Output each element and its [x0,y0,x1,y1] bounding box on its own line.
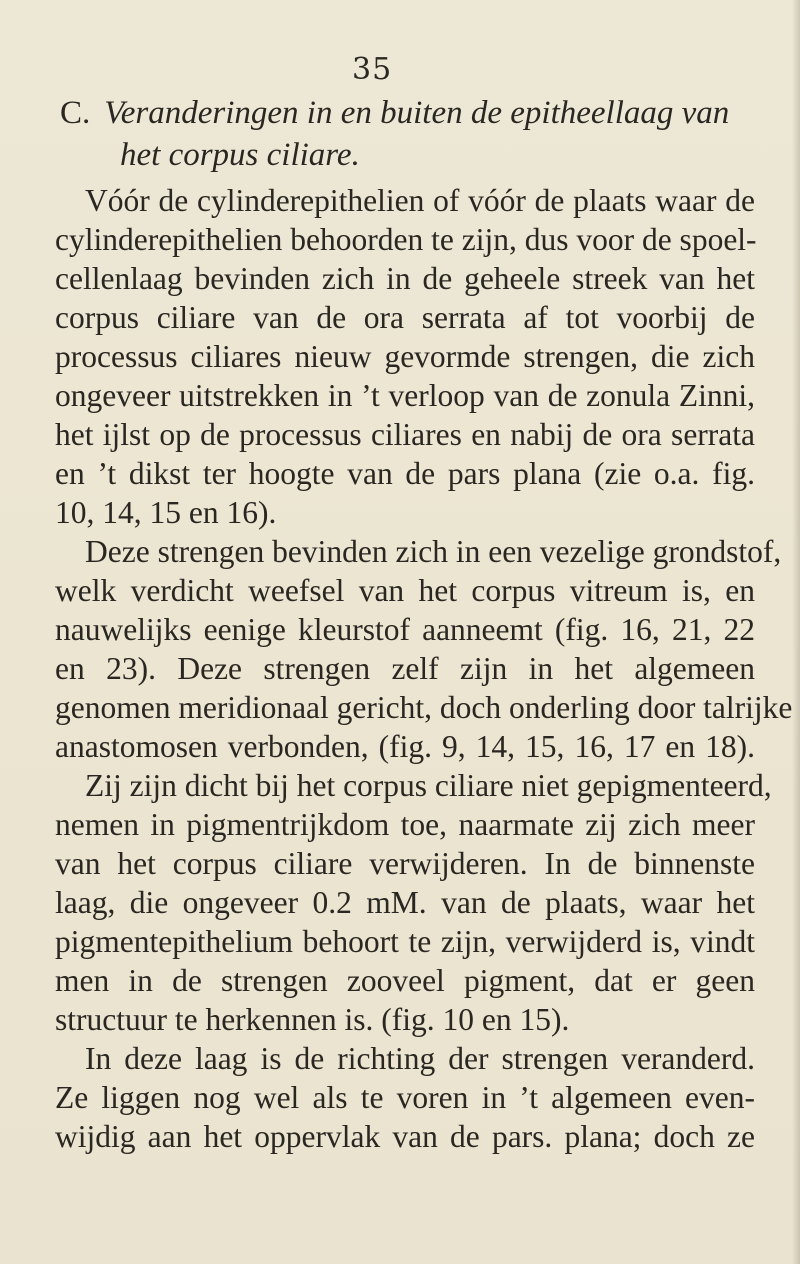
text-line: Ze liggen nog wel als te voren in ’t algemeen even- [55,1080,755,1115]
text-line: men in de strengen zooveel pigment, dat er geen [55,963,755,998]
text-line: In deze laag is de richting der strengen veranderd. [85,1041,755,1076]
text-line: processus ciliares nieuw gevormde strengen, die zich [55,339,755,374]
section-heading [60,92,760,176]
text-line: van het corpus ciliare verwijderen. In de binnenste [55,846,755,881]
text-line: pigmentepithelium behoort te zijn, verwijderd is, vindt [55,924,755,959]
body-text [55,181,793,1156]
text-line: Vóór de cylinderepithelien of vóór de plaats waar de [85,183,755,218]
text-line: cylinderepithelien behoorden te zijn, dus voor de spoel- [55,222,757,257]
text-line: Zij zijn dicht bij het corpus ciliare niet gepigmenteerd, [85,768,772,803]
text-line: en ’t dikst ter hoogte van de pars plana (zie o.a. fig. [55,456,755,491]
text-line: structuur te herkennen is. (fig. 10 en 15). [55,1002,570,1037]
text-line: het ijlst op de processus ciliares en nabij de ora serrata [55,417,755,452]
section-letter: C. [60,95,91,131]
text-line: laag, die ongeveer 0.2 mM. van de plaats, waar het [55,885,755,920]
section-title-line-2: het corpus ciliare. [120,137,360,173]
page-number: 35 [352,52,393,87]
text-line: 10, 14, 15 en 16). [55,495,277,530]
text-line: nemen in pigmentrijkdom toe, naarmate zij zich meer [55,807,755,842]
text-line: cellenlaag bevinden zich in de geheele streek van het [55,261,755,296]
text-line: Deze strengen bevinden zich in een vezelige grondstof, [85,534,782,569]
text-line: ongeveer uitstrekken in ’t verloop van de zonula Zinni, [55,378,755,413]
text-line: welk verdicht weefsel van het corpus vitreum is, en [55,573,755,608]
text-line: anastomosen verbonden, (fig. 9, 14, 15, 16, 17 en 18). [55,729,755,764]
text-line: en 23). Deze strengen zelf zijn in het algemeen [55,651,755,686]
section-title-line-1: Veranderingen in en buiten de epitheellaag van [104,95,730,131]
page-edge-shadow [792,0,800,1264]
text-line: wijdig aan het oppervlak van de pars. plana; doch ze [55,1119,755,1154]
text-line: genomen meridionaal gericht, doch onderling door talrijke [55,690,793,725]
text-line: nauwelijks eenige kleurstof aanneemt (fig. 16, 21, 22 [55,612,755,647]
text-line: corpus ciliare van de ora serrata af tot voorbij de [55,300,755,335]
